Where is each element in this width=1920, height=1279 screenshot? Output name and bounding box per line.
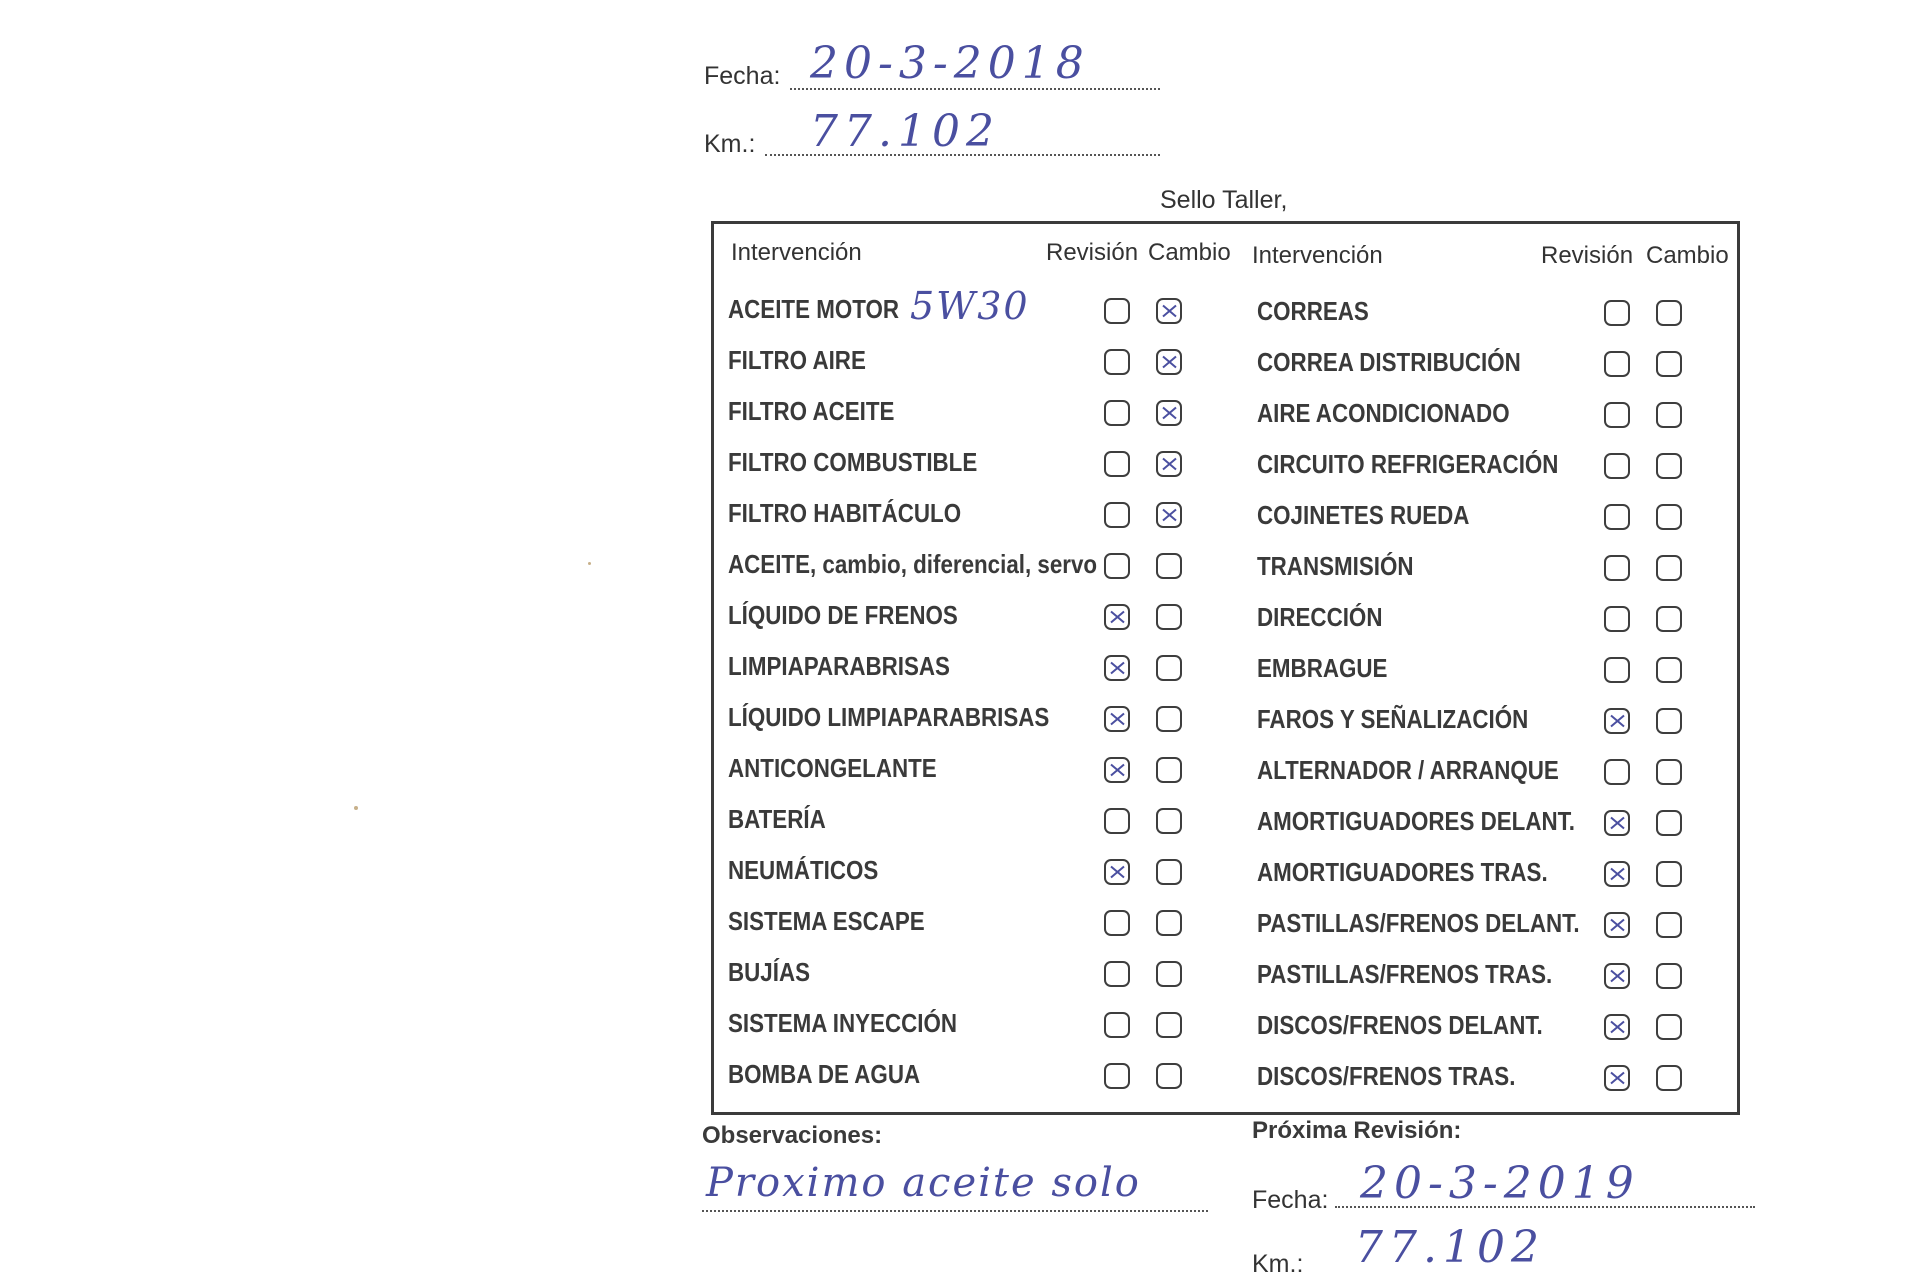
right-item-label: EMBRAGUE bbox=[1257, 653, 1388, 683]
right-item-label: TRANSMISIÓN bbox=[1257, 551, 1414, 581]
observaciones-value[interactable]: Proximo aceite solo bbox=[706, 1160, 1141, 1206]
left-item-label: FILTRO ACEITE bbox=[728, 396, 895, 426]
right-item-label: CORREAS bbox=[1257, 296, 1369, 326]
cambio-checkbox[interactable] bbox=[1156, 961, 1182, 987]
right-item-label: AIRE ACONDICIONADO bbox=[1257, 398, 1510, 428]
revision-checkbox[interactable] bbox=[1104, 553, 1130, 579]
left-item-label: ANTICONGELANTE bbox=[728, 753, 937, 783]
revision-checkbox[interactable] bbox=[1104, 757, 1130, 783]
oil-grade-note[interactable]: 5W30 bbox=[910, 284, 1030, 328]
left-item-label: BUJÍAS bbox=[728, 957, 811, 987]
cambio-checkbox[interactable] bbox=[1156, 349, 1182, 375]
cambio-checkbox[interactable] bbox=[1156, 451, 1182, 477]
right-item-label: CIRCUITO REFRIGERACIÓN bbox=[1257, 449, 1559, 479]
paper-speck bbox=[588, 562, 591, 565]
right-item-label: PASTILLAS/FRENOS DELANT. bbox=[1257, 908, 1580, 938]
paper-speck bbox=[354, 806, 358, 810]
cambio-checkbox[interactable] bbox=[1656, 453, 1682, 479]
fecha-value[interactable]: 20-3-2018 bbox=[810, 38, 1090, 89]
revision-checkbox[interactable] bbox=[1104, 706, 1130, 732]
observaciones-dotted-line bbox=[702, 1210, 1208, 1212]
cambio-checkbox[interactable] bbox=[1656, 708, 1682, 734]
left-item-label: ACEITE, cambio, diferencial, servo bbox=[728, 549, 1098, 579]
km-label: Km.: bbox=[704, 130, 756, 158]
right-item-label: DISCOS/FRENOS TRAS. bbox=[1257, 1061, 1516, 1091]
header-revision-right: Revisión bbox=[1541, 242, 1634, 269]
cambio-checkbox[interactable] bbox=[1156, 910, 1182, 936]
revision-checkbox[interactable] bbox=[1604, 453, 1630, 479]
revision-checkbox[interactable] bbox=[1604, 861, 1630, 887]
cambio-checkbox[interactable] bbox=[1156, 655, 1182, 681]
cambio-checkbox[interactable] bbox=[1156, 502, 1182, 528]
revision-checkbox[interactable] bbox=[1604, 963, 1630, 989]
revision-checkbox[interactable] bbox=[1604, 504, 1630, 530]
cambio-checkbox[interactable] bbox=[1156, 808, 1182, 834]
cambio-checkbox[interactable] bbox=[1156, 553, 1182, 579]
revision-checkbox[interactable] bbox=[1104, 349, 1130, 375]
cambio-checkbox[interactable] bbox=[1156, 604, 1182, 630]
revision-checkbox[interactable] bbox=[1104, 400, 1130, 426]
cambio-checkbox[interactable] bbox=[1656, 300, 1682, 326]
fecha-label: Fecha: bbox=[704, 62, 781, 90]
km-value[interactable]: 77.102 bbox=[810, 106, 1000, 157]
revision-checkbox[interactable] bbox=[1604, 810, 1630, 836]
cambio-checkbox[interactable] bbox=[1656, 912, 1682, 938]
right-item-label: AMORTIGUADORES TRAS. bbox=[1257, 857, 1548, 887]
left-item-label: LÍQUIDO LIMPIAPARABRISAS bbox=[728, 702, 1050, 732]
cambio-checkbox[interactable] bbox=[1656, 963, 1682, 989]
left-item-label: BOMBA DE AGUA bbox=[728, 1059, 921, 1089]
revision-checkbox[interactable] bbox=[1104, 808, 1130, 834]
proxima-fecha-label: Fecha: bbox=[1252, 1186, 1329, 1214]
right-item-label: ALTERNADOR / ARRANQUE bbox=[1257, 755, 1559, 785]
cambio-checkbox[interactable] bbox=[1656, 1065, 1682, 1091]
revision-checkbox[interactable] bbox=[1104, 451, 1130, 477]
revision-checkbox[interactable] bbox=[1104, 1063, 1130, 1089]
revision-checkbox[interactable] bbox=[1604, 1065, 1630, 1091]
cambio-checkbox[interactable] bbox=[1156, 706, 1182, 732]
left-item-label: FILTRO COMBUSTIBLE bbox=[728, 447, 978, 477]
left-item-label: FILTRO AIRE bbox=[728, 345, 866, 375]
left-item-label: ACEITE MOTOR bbox=[728, 294, 900, 324]
right-item-label: FAROS Y SEÑALIZACIÓN bbox=[1257, 704, 1529, 734]
left-item-label: FILTRO HABITÁCULO bbox=[728, 498, 962, 528]
sello-taller-label: Sello Taller, bbox=[1160, 186, 1288, 214]
right-item-label: DISCOS/FRENOS DELANT. bbox=[1257, 1010, 1543, 1040]
cambio-checkbox[interactable] bbox=[1656, 810, 1682, 836]
header-intervencion-left: Intervención bbox=[731, 239, 862, 266]
cambio-checkbox[interactable] bbox=[1156, 1063, 1182, 1089]
revision-checkbox[interactable] bbox=[1104, 604, 1130, 630]
left-item-label: NEUMÁTICOS bbox=[728, 855, 879, 885]
revision-checkbox[interactable] bbox=[1104, 859, 1130, 885]
header-cambio-left: Cambio bbox=[1148, 239, 1231, 266]
maintenance-checklist-table bbox=[711, 221, 1740, 1115]
cambio-checkbox[interactable] bbox=[1656, 861, 1682, 887]
revision-checkbox[interactable] bbox=[1604, 402, 1630, 428]
revision-checkbox[interactable] bbox=[1604, 708, 1630, 734]
right-item-label: PASTILLAS/FRENOS TRAS. bbox=[1257, 959, 1553, 989]
cambio-checkbox[interactable] bbox=[1156, 757, 1182, 783]
cambio-checkbox[interactable] bbox=[1656, 606, 1682, 632]
header-cambio-right: Cambio bbox=[1646, 242, 1729, 269]
revision-checkbox[interactable] bbox=[1604, 555, 1630, 581]
cambio-checkbox[interactable] bbox=[1156, 1012, 1182, 1038]
cambio-checkbox[interactable] bbox=[1656, 759, 1682, 785]
observaciones-label: Observaciones: bbox=[702, 1122, 883, 1149]
proxima-km-value[interactable]: 77.102 bbox=[1355, 1222, 1545, 1273]
cambio-checkbox[interactable] bbox=[1656, 402, 1682, 428]
revision-checkbox[interactable] bbox=[1604, 657, 1630, 683]
cambio-checkbox[interactable] bbox=[1156, 400, 1182, 426]
revision-checkbox[interactable] bbox=[1604, 300, 1630, 326]
right-item-label: COJINETES RUEDA bbox=[1257, 500, 1470, 530]
revision-checkbox[interactable] bbox=[1104, 1012, 1130, 1038]
proxima-fecha-value[interactable]: 20-3-2019 bbox=[1360, 1158, 1640, 1209]
cambio-checkbox[interactable] bbox=[1656, 504, 1682, 530]
cambio-checkbox[interactable] bbox=[1656, 657, 1682, 683]
revision-checkbox[interactable] bbox=[1104, 655, 1130, 681]
right-item-label: AMORTIGUADORES DELANT. bbox=[1257, 806, 1576, 836]
revision-checkbox[interactable] bbox=[1104, 502, 1130, 528]
header-revision-left: Revisión bbox=[1046, 239, 1139, 266]
revision-checkbox[interactable] bbox=[1604, 606, 1630, 632]
right-item-label: CORREA DISTRIBUCIÓN bbox=[1257, 347, 1521, 377]
left-item-label: LIMPIAPARABRISAS bbox=[728, 651, 950, 681]
header-intervencion-right: Intervención bbox=[1252, 242, 1383, 269]
revision-checkbox[interactable] bbox=[1604, 1014, 1630, 1040]
cambio-checkbox[interactable] bbox=[1156, 859, 1182, 885]
proxima-km-label: Km.: bbox=[1252, 1250, 1304, 1278]
right-item-label: DIRECCIÓN bbox=[1257, 602, 1383, 632]
left-item-label: LÍQUIDO DE FRENOS bbox=[728, 600, 958, 630]
left-item-label: SISTEMA ESCAPE bbox=[728, 906, 925, 936]
revision-checkbox[interactable] bbox=[1104, 910, 1130, 936]
left-item-label: BATERÍA bbox=[728, 804, 826, 834]
proxima-revision-label: Próxima Revisión: bbox=[1252, 1117, 1462, 1144]
revision-checkbox[interactable] bbox=[1604, 912, 1630, 938]
cambio-checkbox[interactable] bbox=[1156, 298, 1182, 324]
revision-checkbox[interactable] bbox=[1604, 759, 1630, 785]
left-item-label: SISTEMA INYECCIÓN bbox=[728, 1008, 958, 1038]
cambio-checkbox[interactable] bbox=[1656, 1014, 1682, 1040]
cambio-checkbox[interactable] bbox=[1656, 351, 1682, 377]
cambio-checkbox[interactable] bbox=[1656, 555, 1682, 581]
revision-checkbox[interactable] bbox=[1604, 351, 1630, 377]
revision-checkbox[interactable] bbox=[1104, 298, 1130, 324]
revision-checkbox[interactable] bbox=[1104, 961, 1130, 987]
